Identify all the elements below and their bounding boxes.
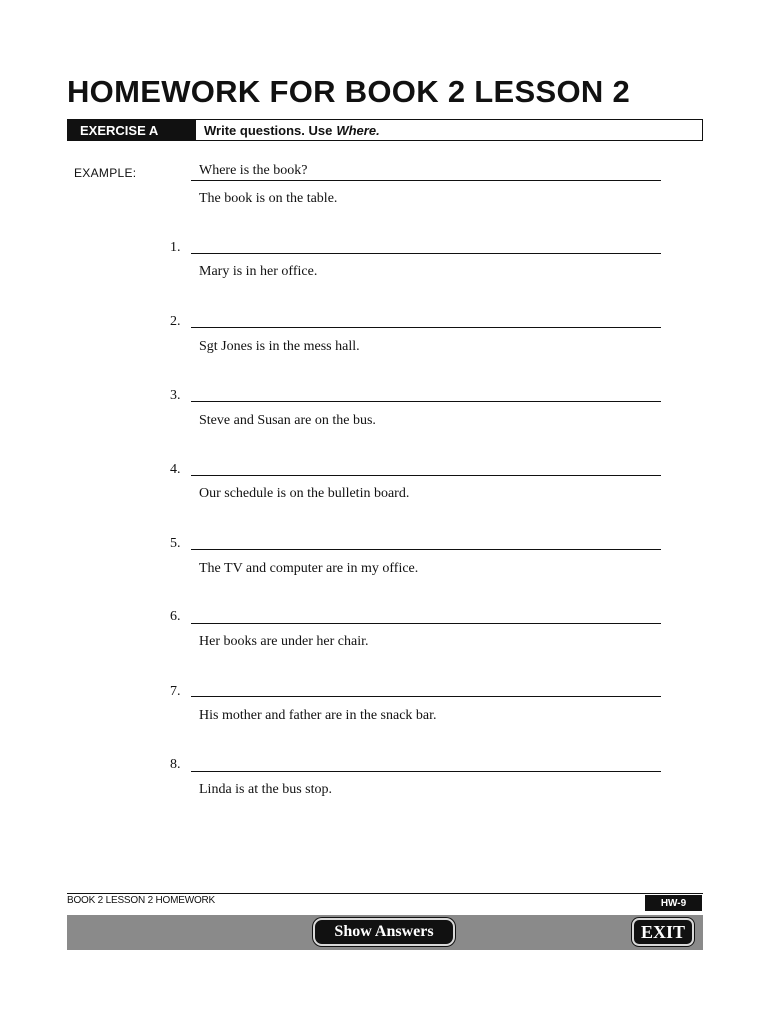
item-answer: Steve and Susan are on the bus.	[199, 413, 376, 428]
item-number: 3.	[170, 388, 181, 403]
exit-button[interactable]: EXIT	[632, 918, 694, 946]
item-answer: Our schedule is on the bulletin board.	[199, 486, 410, 501]
question-input-line[interactable]	[191, 401, 661, 402]
page-title: HOMEWORK FOR BOOK 2 LESSON 2	[67, 74, 630, 109]
item-number: 4.	[170, 462, 181, 477]
item-number: 5.	[170, 536, 181, 551]
exercise-header	[67, 119, 703, 141]
footer-text: BOOK 2 LESSON 2 HOMEWORK	[67, 895, 216, 906]
item-number: 8.	[170, 757, 181, 772]
exercise-instruction	[196, 120, 380, 140]
page-number-badge: HW-9	[645, 895, 702, 911]
item-answer: His mother and father are in the snack bar.	[199, 708, 437, 723]
exercise-label: EXERCISE A	[68, 120, 196, 140]
item-number: 2.	[170, 314, 181, 329]
item-number: 7.	[170, 684, 181, 699]
show-answers-button[interactable]: Show Answers	[313, 918, 455, 946]
question-input-line[interactable]	[191, 475, 661, 476]
item-answer: Mary is in her office.	[199, 264, 318, 279]
question-input-line[interactable]	[191, 327, 661, 328]
item-answer: The TV and computer are in my office.	[199, 561, 419, 576]
question-input-line[interactable]	[191, 549, 661, 550]
question-input-line[interactable]	[191, 253, 661, 254]
question-input-line[interactable]	[191, 771, 661, 772]
question-input-line[interactable]	[191, 623, 661, 624]
item-answer: Her books are under her chair.	[199, 634, 369, 649]
item-answer: Sgt Jones is in the mess hall.	[199, 339, 360, 354]
example-answer: The book is on the table.	[199, 191, 338, 206]
example-question: Where is the book?	[199, 163, 308, 178]
item-number: 6.	[170, 609, 181, 624]
example-label: EXAMPLE:	[74, 166, 137, 180]
item-answer: Linda is at the bus stop.	[199, 782, 332, 797]
example-answer-line	[191, 180, 661, 181]
exercise-instruction-emphasis: Where.	[336, 122, 380, 138]
question-input-line[interactable]	[191, 696, 661, 697]
exercise-instruction-text: Write questions. Use	[204, 122, 333, 138]
footer-divider	[67, 893, 703, 894]
item-number: 1.	[170, 240, 181, 255]
